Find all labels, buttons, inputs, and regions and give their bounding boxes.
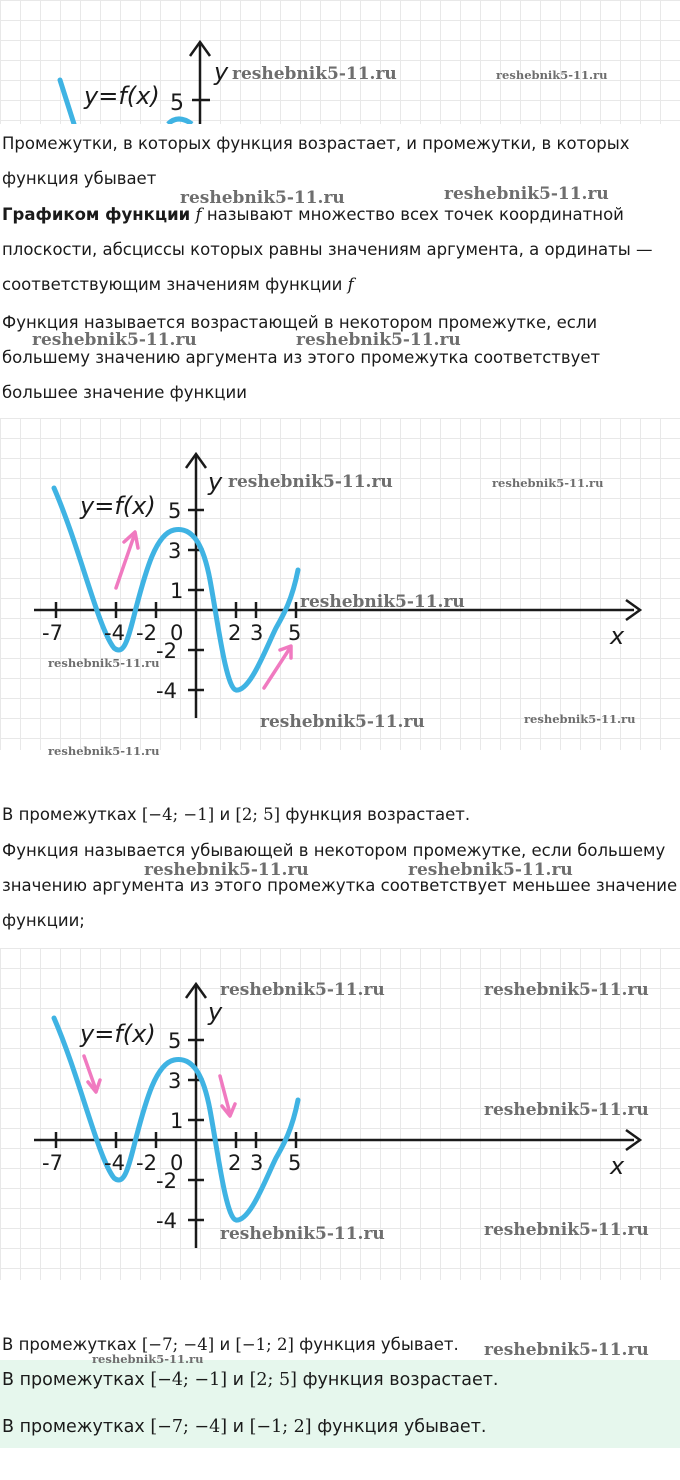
interval: [−4; −1] <box>150 1370 228 1390</box>
answer-decreasing <box>2 1410 678 1445</box>
statement-prefix: В промежутках <box>2 805 137 824</box>
y-tick-label: 3 <box>168 1069 182 1093</box>
watermark: reshebnik5-11.ru <box>484 1100 649 1120</box>
statement-suffix: функция убывает. <box>299 1335 459 1354</box>
x-tick-label: -2 <box>136 621 157 645</box>
curve-fragment-left <box>60 80 74 124</box>
y-tick-label: 3 <box>168 539 182 563</box>
top-graph-fragment <box>0 0 680 124</box>
watermark: reshebnik5-11.ru <box>260 712 425 732</box>
conjunction: и <box>232 1417 245 1437</box>
interval: [−1; 2] <box>249 1417 312 1437</box>
y-tick-label: -4 <box>156 1209 177 1233</box>
watermark: reshebnik5-11.ru <box>444 184 609 204</box>
y-tick-label: 1 <box>170 1109 184 1133</box>
watermark: reshebnik5-11.ru <box>228 472 393 492</box>
conjunction: и <box>219 805 231 824</box>
y-axis-label: y <box>208 998 223 1026</box>
increasing-statement <box>2 797 678 832</box>
y-tick-label: -2 <box>156 639 177 663</box>
top-graph-svg <box>0 0 680 124</box>
statement-prefix: В промежутках <box>2 1335 137 1354</box>
graph-decreasing <box>0 948 680 1280</box>
watermark: reshebnik5-11.ru <box>524 712 636 726</box>
y-tick-label: 5 <box>168 499 182 523</box>
x-tick-label: 5 <box>288 621 302 645</box>
watermark: reshebnik5-11.ru <box>296 330 461 350</box>
answer-prefix: В промежутках <box>2 1417 145 1437</box>
y-axis-label: y <box>208 468 223 496</box>
watermark: reshebnik5-11.ru <box>232 64 397 84</box>
watermark: reshebnik5-11.ru <box>492 476 604 490</box>
decreasing-arrow <box>84 1056 100 1092</box>
function-label: y=f(x) <box>80 492 156 520</box>
y-tick-label: -4 <box>156 679 177 703</box>
interval: [−1; 2] <box>235 1335 294 1354</box>
answer-suffix: функция убывает. <box>317 1417 487 1437</box>
x-tick-label: 0 <box>170 621 184 645</box>
x-tick-label: 2 <box>228 621 242 645</box>
definition-graph <box>2 197 678 302</box>
watermark: reshebnik5-11.ru <box>92 1352 204 1366</box>
function-label: y=f(x) <box>80 1020 156 1048</box>
x-tick-label: 5 <box>288 1151 302 1175</box>
interval: [2; 5] <box>235 805 281 824</box>
definition-term: Графиком функции <box>2 205 191 224</box>
x-tick-label: 3 <box>250 621 264 645</box>
x-tick-label: -4 <box>104 1151 125 1175</box>
watermark: reshebnik5-11.ru <box>48 656 160 670</box>
x-tick-label: -2 <box>136 1151 157 1175</box>
watermark: reshebnik5-11.ru <box>484 980 649 1000</box>
watermark: reshebnik5-11.ru <box>180 188 345 208</box>
graph-increasing <box>0 418 680 758</box>
conjunction: и <box>232 1370 245 1390</box>
y-axis-label: y <box>214 58 229 86</box>
interval: [−7; −4] <box>150 1417 228 1437</box>
x-axis-label: x <box>610 622 625 650</box>
var-f: f <box>195 205 202 224</box>
watermark: reshebnik5-11.ru <box>220 980 385 1000</box>
increasing-arrow <box>116 532 138 588</box>
interval: [2; 5] <box>249 1370 297 1390</box>
watermark: reshebnik5-11.ru <box>484 1220 649 1240</box>
curve-fragment-peak <box>168 119 192 124</box>
y-tick-label: -2 <box>156 1169 177 1193</box>
interval: [−4; −1] <box>141 805 215 824</box>
x-tick-label: -7 <box>42 621 63 645</box>
function-label: y=f(x) <box>84 82 160 110</box>
conjunction: и <box>219 1335 231 1354</box>
x-tick-label: 3 <box>250 1151 264 1175</box>
y-tick-label: 1 <box>170 579 184 603</box>
watermark: reshebnik5-11.ru <box>408 860 573 880</box>
watermark: reshebnik5-11.ru <box>32 330 197 350</box>
watermark: reshebnik5-11.ru <box>220 1224 385 1244</box>
decreasing-arrow <box>220 1076 235 1116</box>
answer-increasing <box>2 1363 678 1398</box>
section-title: Промежутки, в которых функция возрастает, и промежутки, в которых функция убывает <box>2 134 630 188</box>
watermark: reshebnik5-11.ru <box>496 68 608 82</box>
definition-graph-text: называют множество всех точек координатной плоскости, абсциссы которых равны значениям аргумента, а ординаты — соответствующим значениям функции <box>2 205 653 294</box>
watermark: reshebnik5-11.ru <box>48 744 160 758</box>
watermark: reshebnik5-11.ru <box>300 592 465 612</box>
definition-decreasing: Функция называется убывающей в некотором промежутке, если большему значению аргумента из этого промежутка соответствует меньшее значение функции; <box>2 841 678 930</box>
definition-increasing: Функция называется возрастающей в некотором промежутке, если большему значению аргумента из этого промежутка соответствует большее значение функции <box>2 313 601 402</box>
increasing-arrow <box>264 646 291 688</box>
x-tick-label: 2 <box>228 1151 242 1175</box>
answer-suffix: функция возрастает. <box>302 1370 499 1390</box>
watermark: reshebnik5-11.ru <box>484 1340 649 1360</box>
statement-suffix: функция возрастает. <box>285 805 471 824</box>
graph-increasing-svg <box>0 418 680 750</box>
x-tick-label: -4 <box>104 621 125 645</box>
y-tick-label: 5 <box>168 1029 182 1053</box>
answer-box <box>0 1360 680 1448</box>
x-tick-label: 0 <box>170 1151 184 1175</box>
x-axis-label: x <box>610 1152 625 1180</box>
x-tick-label: -7 <box>42 1151 63 1175</box>
watermark: reshebnik5-11.ru <box>144 860 309 880</box>
var-f: f <box>347 275 354 294</box>
y-tick-label-5: 5 <box>170 91 184 116</box>
interval: [−7; −4] <box>141 1335 215 1354</box>
answer-prefix: В промежутках <box>2 1370 145 1390</box>
